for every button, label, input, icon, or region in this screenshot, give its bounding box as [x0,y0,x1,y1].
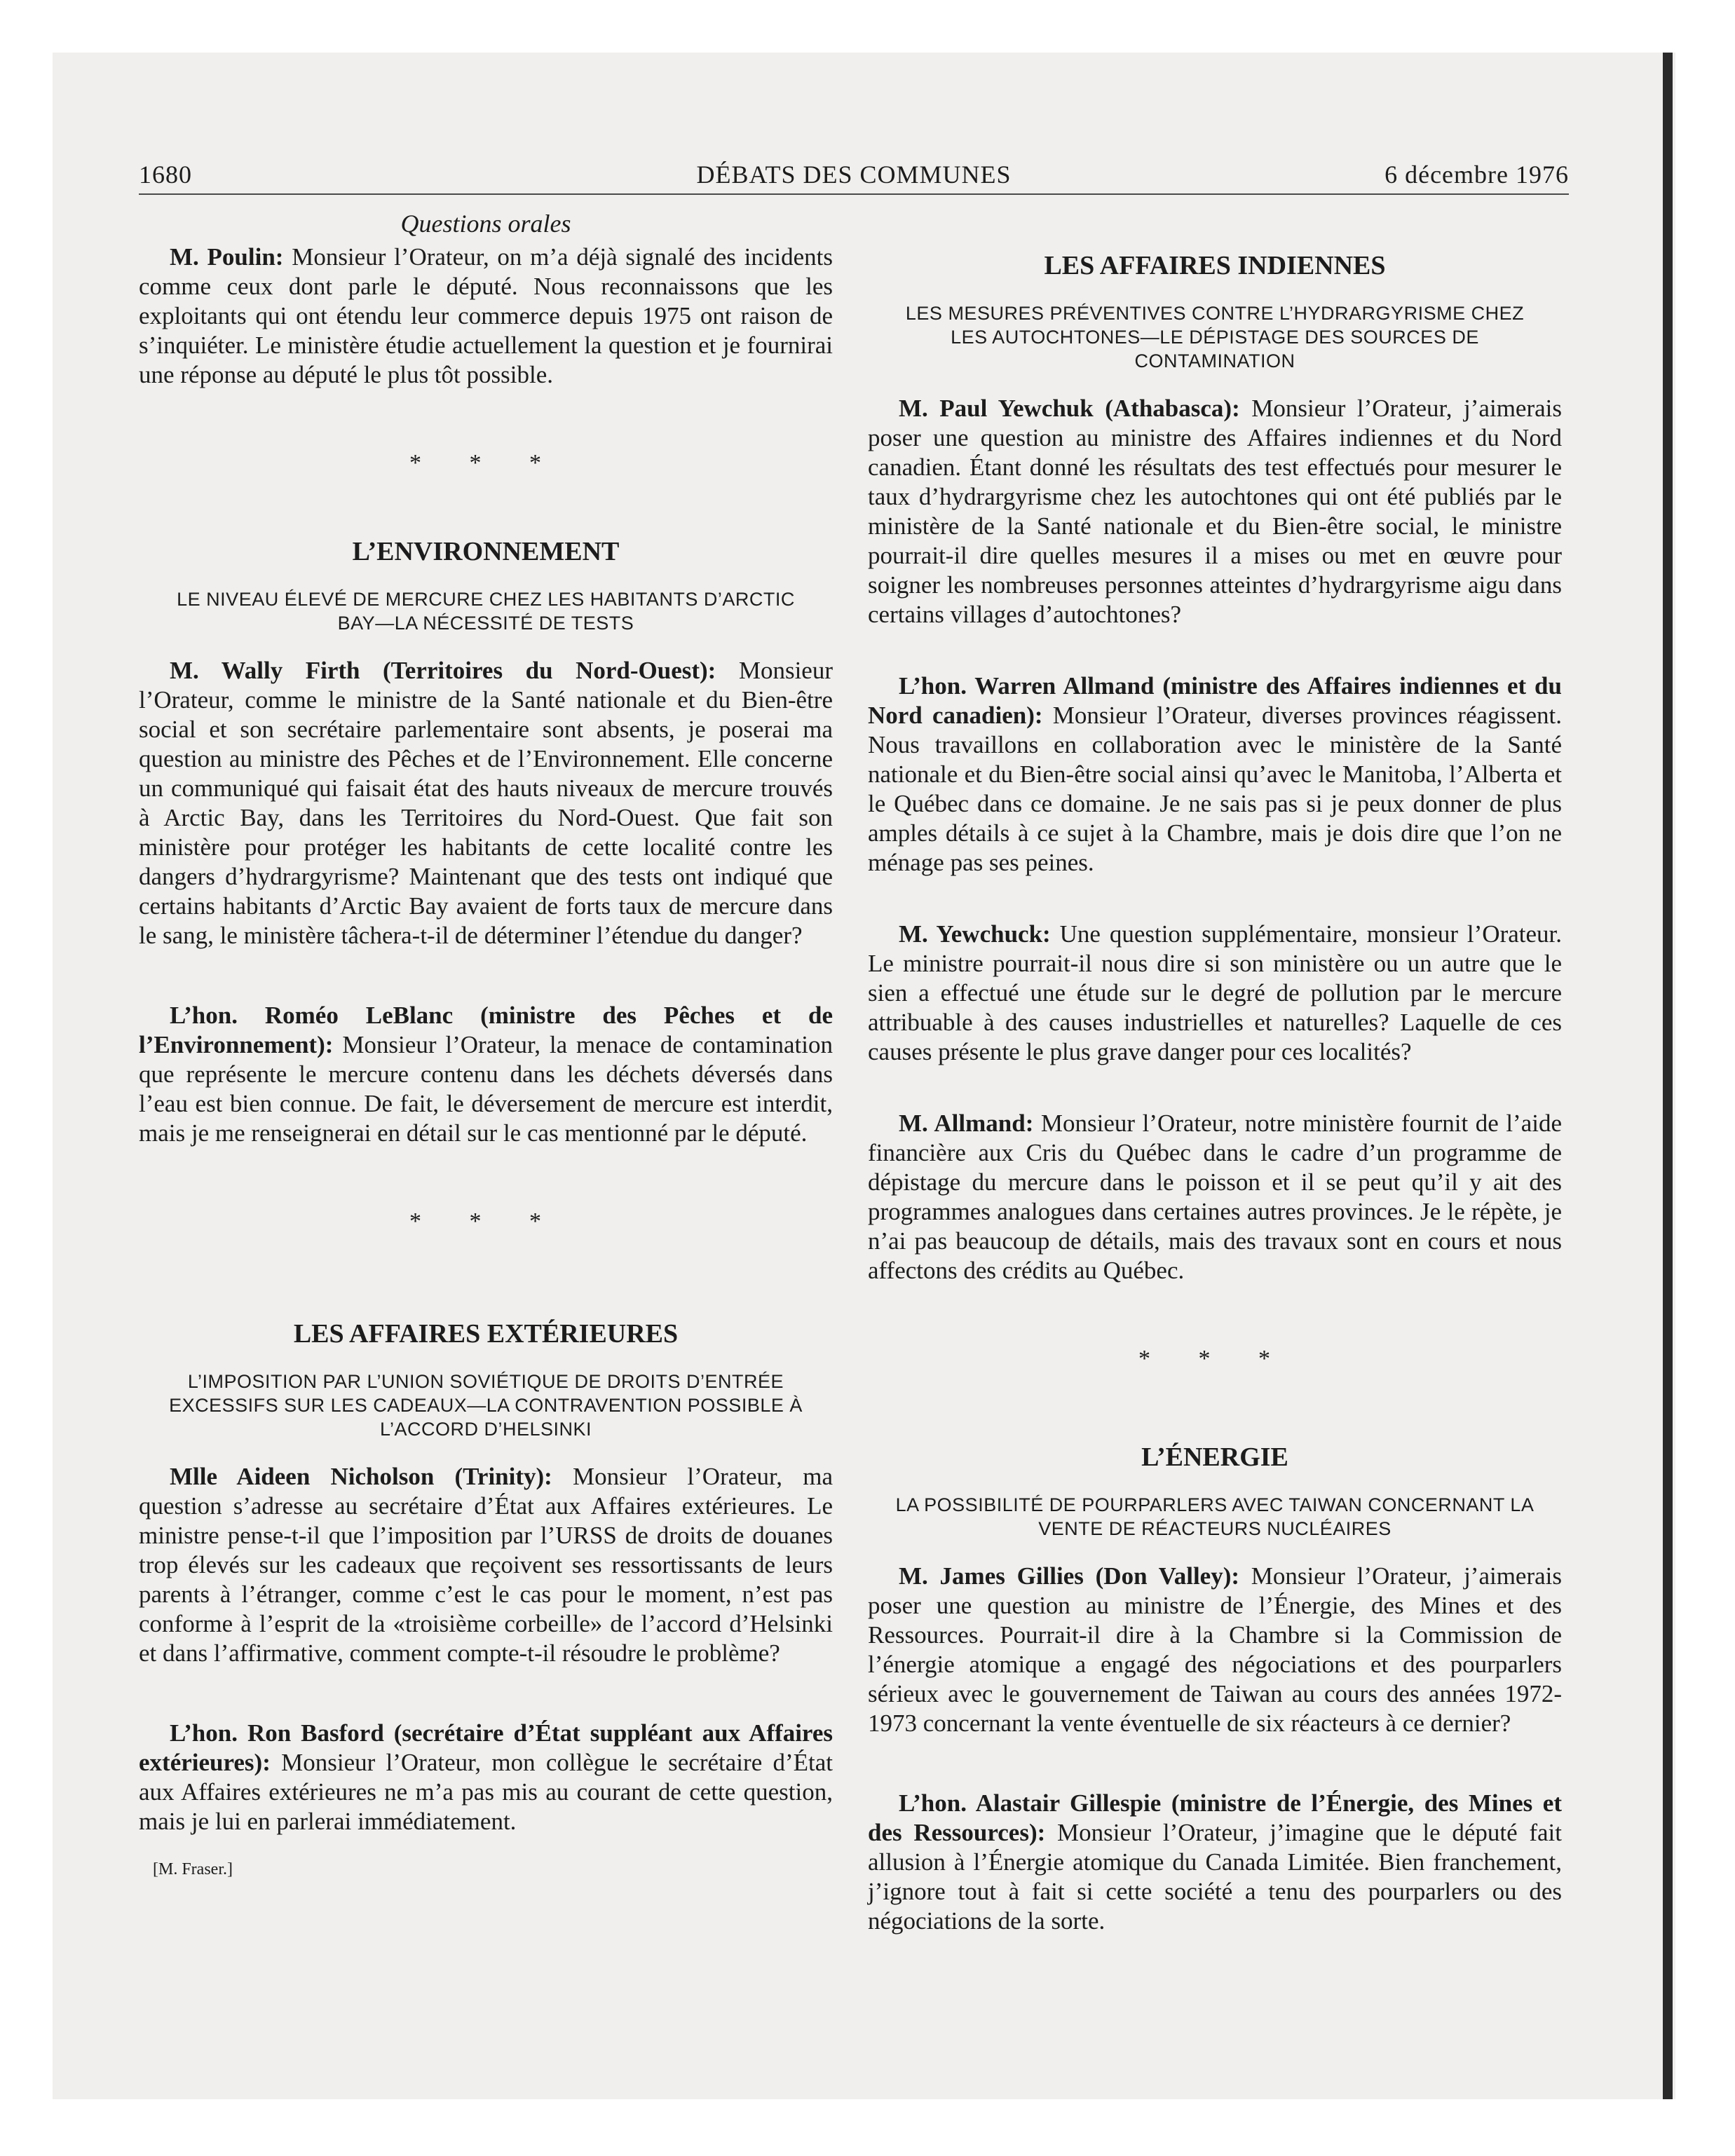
paragraph-yewchuk [868,394,1562,629]
speaker-name: Mlle Aideen Nicholson (Trinity): [170,1463,552,1490]
paragraph-leblanc [139,1001,833,1148]
speech-text: Monsieur l’Orateur, j’aimerais poser une question au ministre des Affaires indiennes et du Nord canadien. Étant donné les résultats des test effectués pour mesurer le taux d’hydrargyrisme chez les autochtones qui ont été publiés par le ministère de la Santé nationale et du Bien-être social, le ministre pourrait-il dire quelles mesures il a mises ou met en œuvre pour soigner les nombreuses personnes atteintes d’hydrargyrisme aigu dans certains villages d’autochtones? [868,395,1562,628]
speaker-name: L’hon. Roméo LeBlanc (ministre des Pêches et de l’Environnement): [139,1002,833,1058]
speech-text: Monsieur l’Orateur, mon collègue le secrétaire d’État aux Affaires extérieures ne m’a pas mis au courant de cette question, mais je lui en parlerai immédiatement. [139,1749,833,1835]
section-heading-environment: L’ENVIRONNEMENT [352,537,620,566]
header-rule [139,193,1569,195]
paragraph-nicholson [139,1462,833,1668]
speech-text: Monsieur l’Orateur, j’aimerais poser une question au ministre de l’Énergie, des Mines et des Ressources. Pourrait-il dire à la Chambre si la Commission de l’énergie atomique a engagé des négociations et des pourparlers sérieux avec le gouvernement de Taiwan au cours des années 1972-1973 concernant la vente éventuelle de six réacteurs à ce dernier? [868,1562,1562,1737]
paragraph-firth [139,656,833,950]
section-separator: * * * [409,1208,562,1234]
section-heading-external-affairs: LES AFFAIRES EXTÉRIEURES [293,1319,679,1349]
section-separator: * * * [409,450,562,476]
speech-text: Une question supplémentaire, monsieur l’Orateur. Le ministre pourrait-il nous dire si son ministère ou un autre que le sien a effectué une étude sur le degré de pollution par le mercure attribuable à des causes industrielles et naturelles? Laquelle de ces causes présente le plus grave danger pour ces localités? [868,920,1562,1065]
paragraph-gillespie [868,1789,1562,1936]
speech-text: Monsieur l’Orateur, notre ministère fournit de l’aide financière aux Cris du Québec dans le cadre d’un programme de dépistage du mercure dans le poisson et il se peut qu’il y ait des programmes analogues dans certaines autres provinces. Je le répète, je n’ai pas beaucoup de détails, mais des travaux sont en cours et nous affectons des crédits au Québec. [868,1110,1562,1284]
page-edge-shadow [1663,53,1673,2099]
subheading-environment: LE NIVEAU ÉLEVÉ DE MERCURE CHEZ LES HABITANTS D’ARCTIC BAY—LA NÉCESSITÉ DE TESTS [177,589,795,634]
speech-text: Monsieur l’Orateur, on m’a déjà signalé des incidents comme ceux dont parle le député. Nous reconnaissons que les exploitants qui ont étendu leur commerce depuis 1975 ont raison de s’inquiéter. Le ministère étudie actuellement la question et je fournirai une réponse au député le plus tôt possible. [139,243,833,388]
speech-text: Monsieur l’Orateur, j’imagine que le député fait allusion à l’Énergie atomique du Canada Limitée. Bien franchement, j’ignore tout à fait si cette société a tenu des pourparlers ou des négociations de la sorte. [868,1819,1563,1935]
paragraph-poulin [139,243,833,390]
speech-text: Monsieur l’Orateur, comme le ministre de la Santé nationale et du Bien-être social et son secrétaire parlementaire sont absents, je poserai ma question au ministre des Pêches et de l’Environnement. Elle concerne un communiqué qui faisait état des hauts niveaux de mercure trouvés à Arctic Bay, dans les Territoires du Nord-Ouest. Que fait son ministère pour protéger les habitants de cette localité contre les dangers d’hydrargyrisme? Maintenant que des tests ont indiqué que certains habitants d’Arctic Bay avaient de forts taux de mercure dans le sang, le ministère tâchera-t-il de déterminer l’étendue du danger? [139,657,833,949]
speaker-name: M. Poulin: [170,243,284,271]
running-title: Questions orales [400,210,571,238]
paragraph-gillies [868,1562,1562,1738]
subheading-energy: LA POSSIBILITÉ DE POURPARLERS AVEC TAIWAN CONCERNANT LA VENTE DE RÉACTEURS NUCLÉAIRES [895,1494,1535,1539]
speaker-name: M. James Gillies (Don Valley): [899,1562,1240,1590]
speech-text: Monsieur l’Orateur, ma question s’adresse au secrétaire d’État aux Affaires extérieures. Le ministre pense-t-il que l’imposition par l’URSS de droits de douanes trop élevés sur les cadeaux que reçoivent ses ressortissants de leurs parents à l’étranger, comme c’est le cas pour le moment, n’est pas conforme à l’esprit de la «troisième corbeille» de l’accord d’Helsinki et dans l’affirmative, comment compte-t-il résoudre le problème? [139,1463,833,1667]
page-header [139,160,1569,195]
speaker-name: M. Yewchuck: [899,920,1051,948]
paragraph-basford [139,1719,833,1836]
speaker-name: L’hon. Warren Allmand (ministre des Affaires indiennes et du Nord canadien): [868,672,1562,729]
speaker-name: L’hon. Ron Basford (secrétaire d’État suppléant aux Affaires extérieures): [139,1719,833,1776]
section-heading-energy: L’ÉNERGIE [1141,1442,1288,1472]
publication-title: DÉBATS DES COMMUNES [696,161,1012,189]
left-column [139,209,833,1884]
speaker-name: M. Wally Firth (Territoires du Nord-Ouest): [170,657,716,684]
speech-text: Monsieur l’Orateur, diverses provinces réagissent. Nous travaillons en collaboration avec le ministère de la Santé nationale et du Bien-être social ainsi qu’avec le Manitoba, l’Alberta et le Québec dans ce domaine. Je ne sais pas si je peux donner de plus amples détails à ce sujet à la Chambre, mais je dois dire que l’on ne ménage pas ses peines. [868,702,1562,876]
speaker-name: M. Paul Yewchuk (Athabasca): [899,395,1240,422]
speaker-name: L’hon. Alastair Gillespie (ministre de l’Énergie, des Mines et des Ressources): [868,1789,1562,1846]
page-number: 1680 [139,161,192,189]
subheading-external-affairs: L’IMPOSITION PAR L’UNION SOVIÉTIQUE DE DROITS D’ENTRÉE EXCESSIFS SUR LES CADEAUX—LA CONTRAVENTION POSSIBLE À L’ACCORD D’HELSINKI [169,1371,803,1440]
speech-text: Monsieur l’Orateur, la menace de contamination que représente le mercure contenu dans les déchets déversés dans l’eau est bien connue. De fait, le déversement de mercure est interdit, mais je me renseignerai en détail sur le cas mentionné par le député. [139,1031,833,1147]
subheading-indian-affairs: LES MESURES PRÉVENTIVES CONTRE L’HYDRARGYRISME CHEZ LES AUTOCHTONES—LE DÉPISTAGE DES SOURCES DE CONTAMINATION [905,303,1525,371]
paragraph-allmand-reply [868,1109,1562,1285]
speaker-credit: [M. Fraser.] [153,1860,233,1878]
paragraph-allmand [868,671,1562,878]
speaker-name: M. Allmand: [899,1110,1034,1137]
section-heading-indian-affairs: LES AFFAIRES INDIENNES [1044,251,1386,280]
right-column [868,209,1562,1936]
paragraph-yewchuck-supplementary [868,920,1562,1067]
section-separator: * * * [1138,1346,1291,1372]
page-date: 6 décembre 1976 [1384,161,1569,189]
